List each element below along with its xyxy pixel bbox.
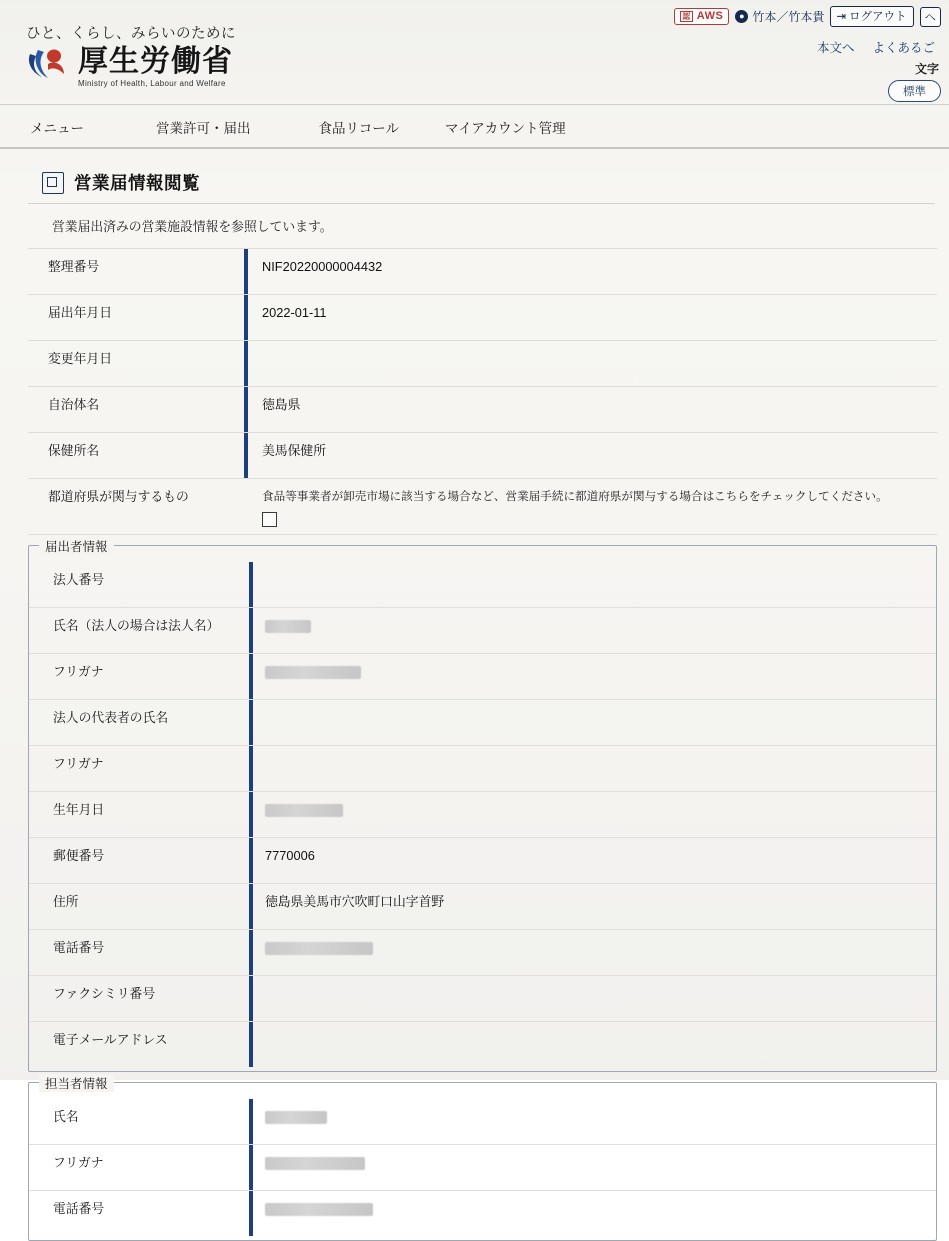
field-value-masked bbox=[265, 1108, 327, 1126]
field-row bbox=[29, 608, 936, 654]
field-row bbox=[29, 1099, 936, 1145]
field-row bbox=[28, 341, 937, 387]
field-value: 美馬保健所 bbox=[262, 443, 326, 458]
field-value: NIF20220000004432 bbox=[262, 259, 383, 274]
contact-section bbox=[28, 1077, 937, 1241]
field-value: 徳島県 bbox=[262, 397, 301, 412]
field-label: ファクシミリ番号 bbox=[53, 986, 156, 1001]
field-value-masked bbox=[265, 801, 343, 819]
field-value: 7770006 bbox=[265, 848, 315, 863]
prefecture-note: 食品等事業者が卸売市場に該当する場合など、営業届手続に都道府県が関与する場合はこちらをチェックしてください。 bbox=[262, 490, 888, 503]
aws-badge bbox=[674, 8, 729, 25]
ministry-name-en: Ministry of Health, Labour and Welfare bbox=[78, 79, 226, 88]
logout-label: ログアウト bbox=[849, 11, 907, 23]
field-accent-bar bbox=[249, 562, 253, 607]
field-label: 電子メールアドレス bbox=[53, 1032, 168, 1047]
field-label: 整理番号 bbox=[48, 259, 100, 274]
field-value: 2022-01-11 bbox=[262, 305, 327, 320]
nav-item-account[interactable]: マイアカウント管理 bbox=[444, 121, 566, 136]
ministry-name: 厚生労働省 bbox=[78, 45, 233, 78]
field-label: フリガナ bbox=[53, 664, 104, 679]
field-accent-bar bbox=[249, 976, 253, 1021]
prefecture-checkbox[interactable] bbox=[262, 512, 277, 527]
header-divider bbox=[0, 104, 949, 105]
nav-item-recall[interactable]: 食品リコール bbox=[318, 121, 399, 136]
nav-item-menu[interactable]: メニュー bbox=[30, 121, 84, 136]
field-accent-bar bbox=[249, 1099, 253, 1144]
field-label: 氏名 bbox=[53, 1109, 79, 1124]
faq-link[interactable]: よくあるご bbox=[872, 41, 935, 55]
field-row bbox=[29, 838, 936, 884]
field-row bbox=[29, 976, 936, 1022]
field-accent-bar bbox=[244, 433, 248, 478]
field-row bbox=[29, 562, 936, 608]
current-user bbox=[735, 8, 824, 25]
field-label: 都道府県が関与するもの bbox=[48, 489, 189, 504]
field-label: 法人の代表者の氏名 bbox=[53, 710, 169, 725]
field-row bbox=[29, 792, 936, 838]
field-value-masked bbox=[265, 1154, 365, 1172]
skip-to-content-link[interactable]: 本文へ bbox=[816, 41, 855, 55]
field-accent-bar bbox=[249, 1191, 253, 1236]
field-accent-bar bbox=[244, 341, 248, 386]
field-label: 変更年月日 bbox=[48, 351, 112, 366]
field-accent-bar bbox=[249, 1022, 253, 1067]
help-label: ヘ bbox=[924, 11, 936, 24]
field-accent-bar bbox=[249, 838, 253, 883]
field-label: 届出年月日 bbox=[48, 305, 112, 320]
field-value-masked bbox=[265, 663, 361, 681]
field-accent-bar bbox=[249, 884, 253, 929]
user-icon: ● bbox=[735, 10, 748, 23]
field-accent-bar bbox=[249, 746, 253, 791]
field-accent-bar bbox=[249, 930, 253, 975]
field-label: 生年月日 bbox=[53, 802, 105, 817]
field-label: 電話番号 bbox=[53, 1201, 105, 1216]
field-row bbox=[29, 700, 936, 746]
field-label: フリガナ bbox=[53, 756, 104, 771]
char-size-standard-button[interactable]: 標準 bbox=[888, 80, 941, 102]
title-divider bbox=[28, 203, 935, 204]
logout-icon: ⇥ bbox=[836, 11, 846, 23]
field-row bbox=[29, 1191, 936, 1236]
contact-section-legend: 担当者情報 bbox=[39, 1074, 114, 1092]
field-row bbox=[28, 248, 937, 295]
field-value-masked bbox=[265, 1200, 373, 1218]
field-label: 電話番号 bbox=[53, 940, 105, 955]
field-label: 郵便番号 bbox=[53, 848, 105, 863]
field-row bbox=[29, 884, 936, 930]
aws-glyph-icon: 認 bbox=[682, 11, 691, 21]
field-accent-bar bbox=[249, 608, 253, 653]
field-row bbox=[28, 295, 937, 341]
char-size-label: 文字 bbox=[914, 62, 939, 76]
field-label: 氏名（法人の場合は法人名） bbox=[53, 618, 220, 633]
field-accent-bar bbox=[249, 700, 253, 745]
nav-item-license[interactable]: 営業許可・届出 bbox=[156, 121, 251, 136]
field-label: 法人番号 bbox=[53, 572, 105, 587]
global-nav bbox=[0, 112, 949, 142]
page-title-text: 営業届情報閲覧 bbox=[74, 173, 200, 193]
form-body bbox=[28, 248, 937, 1241]
field-label: 住所 bbox=[53, 894, 79, 909]
site-tagline: ひと、くらし、みらいのために bbox=[26, 26, 236, 42]
field-accent-bar bbox=[244, 295, 248, 340]
help-button[interactable] bbox=[920, 7, 942, 27]
field-label: フリガナ bbox=[53, 1155, 104, 1170]
aws-label: AWS bbox=[696, 10, 724, 22]
field-row bbox=[29, 654, 936, 700]
logout-button[interactable] bbox=[830, 6, 913, 27]
field-row bbox=[29, 930, 936, 976]
field-label: 保健所名 bbox=[48, 443, 100, 458]
nav-divider bbox=[0, 147, 949, 149]
site-logo[interactable] bbox=[24, 44, 233, 88]
field-row bbox=[28, 433, 937, 479]
field-label: 自治体名 bbox=[48, 397, 100, 412]
notifier-section-legend: 届出者情報 bbox=[39, 537, 114, 555]
user-name: 竹本／竹本貴 bbox=[752, 10, 825, 24]
field-value-masked bbox=[265, 617, 311, 635]
field-row bbox=[29, 1022, 936, 1067]
mhlw-logo-icon bbox=[24, 44, 70, 88]
notifier-section bbox=[28, 540, 937, 1072]
top-links bbox=[817, 38, 935, 56]
field-accent-bar bbox=[244, 387, 248, 432]
field-accent-bar bbox=[244, 249, 248, 294]
field-value: 徳島県美馬市穴吹町口山字首野 bbox=[265, 894, 445, 909]
field-row bbox=[28, 387, 937, 433]
field-value-masked bbox=[265, 939, 373, 957]
utility-bar bbox=[674, 6, 941, 27]
field-row bbox=[29, 746, 936, 792]
page-lead-text: 営業届出済みの営業施設情報を参照しています。 bbox=[52, 219, 333, 234]
field-accent-bar bbox=[249, 792, 253, 837]
document-icon bbox=[42, 172, 64, 194]
field-accent-bar bbox=[249, 654, 253, 699]
field-accent-bar bbox=[249, 1145, 253, 1190]
field-row bbox=[29, 1145, 936, 1191]
prefecture-involvement-row bbox=[28, 479, 937, 535]
field-accent-bar bbox=[244, 479, 248, 534]
page-title bbox=[42, 170, 200, 195]
